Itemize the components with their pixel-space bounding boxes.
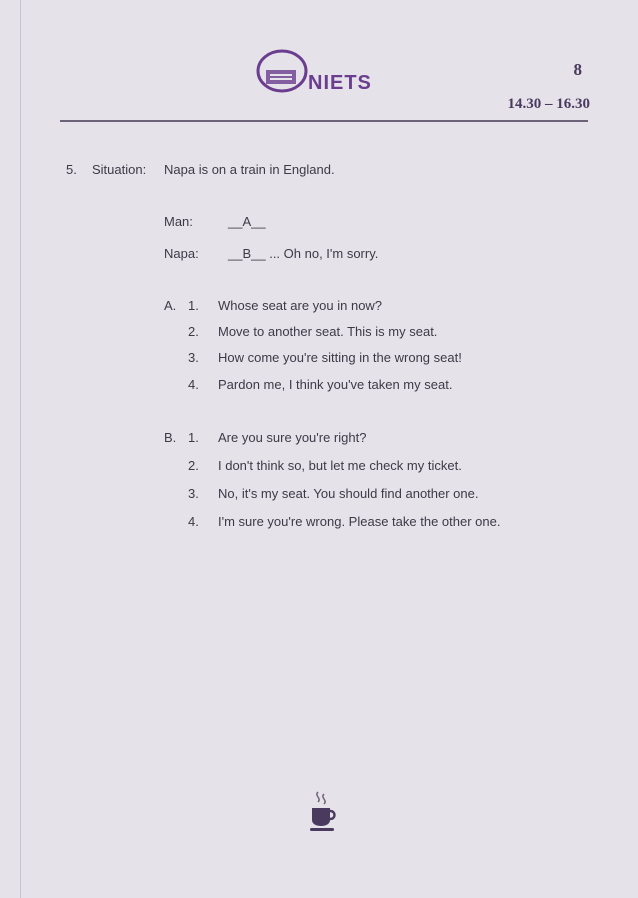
option-number: 1. [188, 430, 199, 445]
page-number: 8 [573, 60, 582, 79]
logo-text: NIETS [308, 72, 372, 94]
situation-text: Napa is on a train in England. [164, 162, 335, 177]
dialogue-line: __B__ ... Oh no, I'm sorry. [228, 246, 379, 261]
group-letter-b: B. [164, 430, 177, 445]
option-number: 3. [188, 350, 199, 365]
page-edge [20, 0, 21, 898]
situation-label: Situation: [92, 162, 147, 177]
option-text[interactable]: Pardon me, I think you've taken my seat. [218, 377, 453, 392]
option-text[interactable]: How come you're sitting in the wrong seat! [218, 350, 462, 365]
dialogue-speaker: Man: [164, 214, 193, 229]
option-number: 2. [188, 458, 199, 473]
header-rule [60, 120, 588, 122]
group-letter-a: A. [164, 298, 177, 313]
option-number: 3. [188, 486, 199, 501]
option-text[interactable]: Whose seat are you in now? [218, 298, 383, 313]
option-number: 1. [188, 298, 199, 313]
option-text[interactable]: I don't think so, but let me check my ticket. [218, 458, 462, 473]
question-number: 5. [66, 162, 77, 177]
exam-time: 14.30 – 16.30 [507, 96, 590, 112]
option-number: 2. [188, 324, 199, 339]
coffee-cup-icon [308, 790, 338, 834]
option-text[interactable]: I'm sure you're wrong. Please take the other one. [218, 514, 501, 529]
option-text[interactable]: No, it's my seat. You should find another one. [218, 486, 479, 501]
page-header [60, 46, 590, 126]
option-text[interactable]: Move to another seat. This is my seat. [218, 324, 438, 339]
niets-logo [256, 48, 308, 94]
option-number: 4. [188, 377, 199, 392]
option-text[interactable]: Are you sure you're right? [218, 430, 367, 445]
dialogue-speaker: Napa: [164, 246, 199, 261]
dialogue-line: __A__ [228, 214, 266, 229]
option-number: 4. [188, 514, 199, 529]
